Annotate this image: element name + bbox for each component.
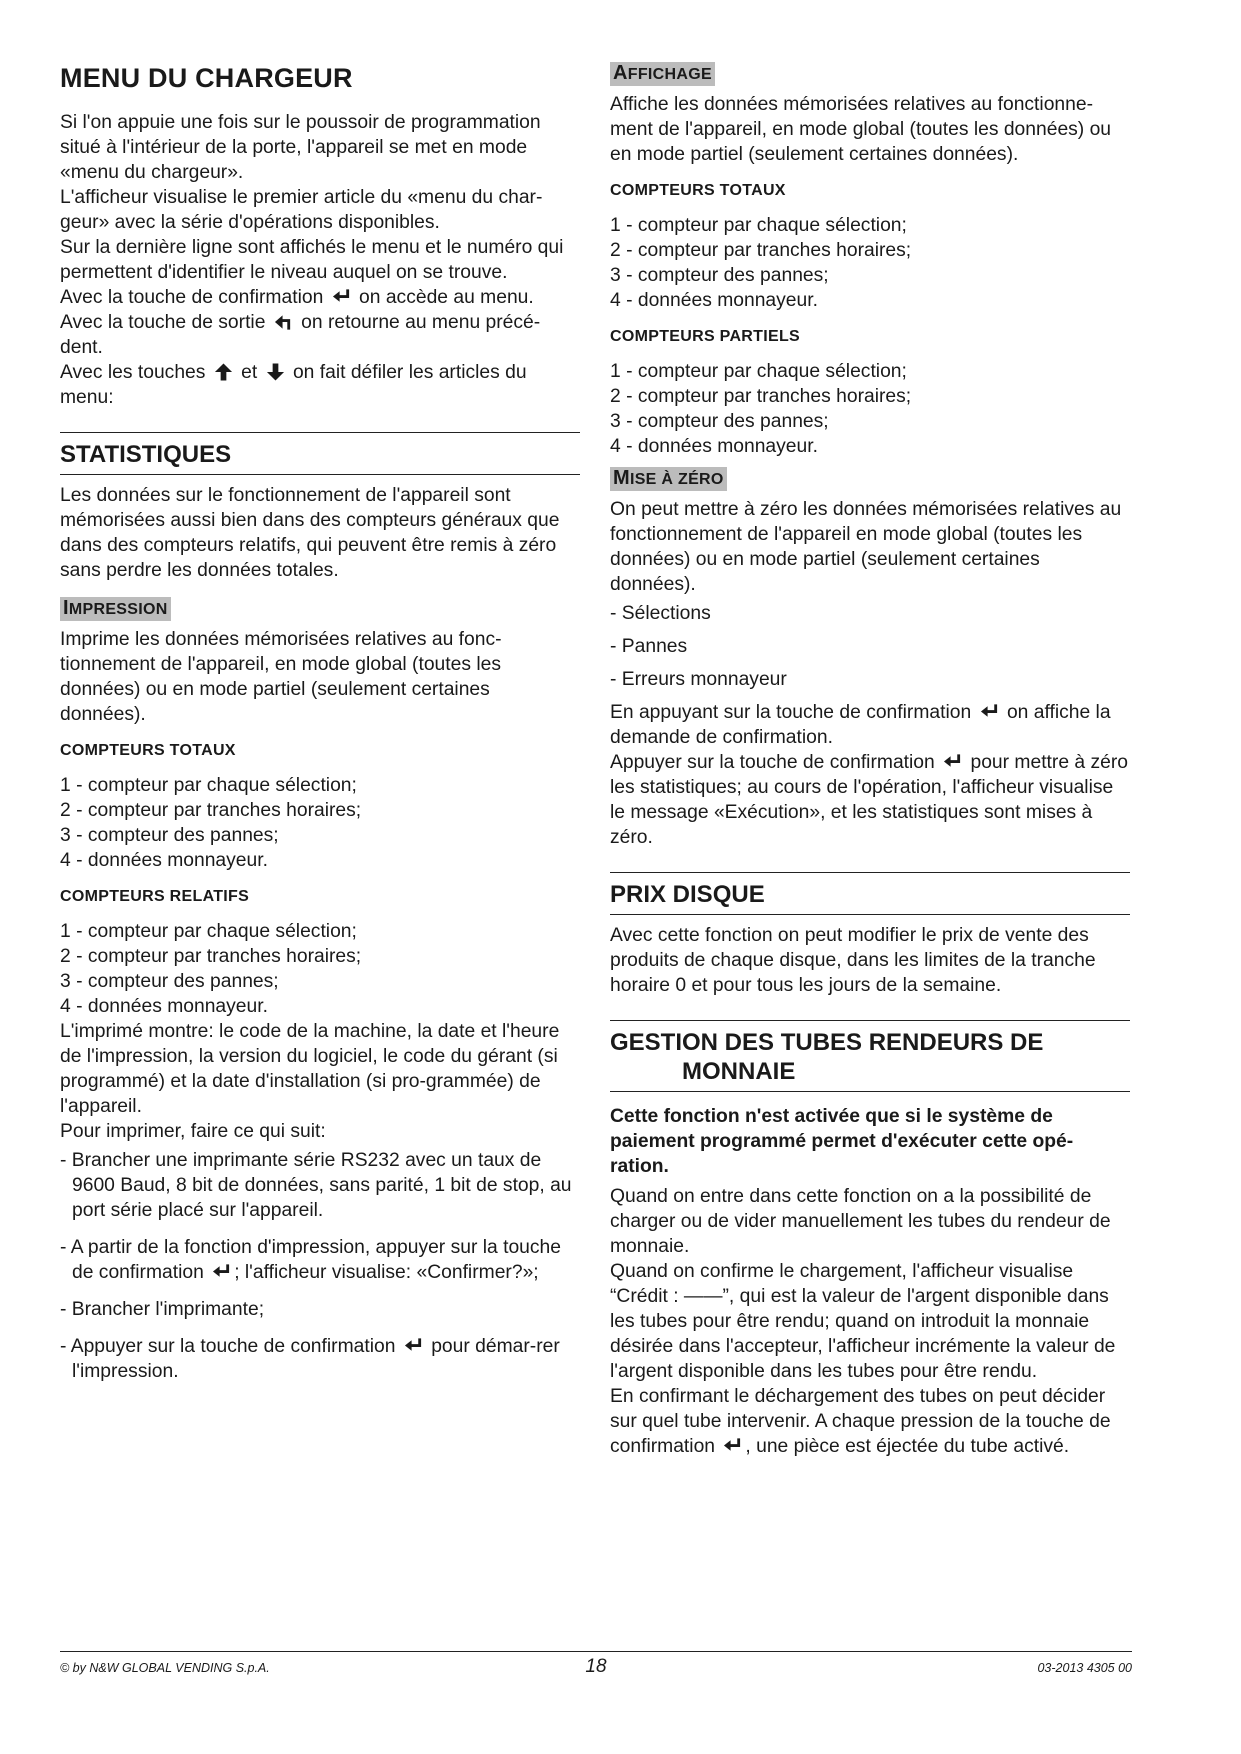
enter-key-icon: [723, 1437, 742, 1455]
pour-imprimer: Pour imprimer, faire ce qui suit:: [60, 1121, 326, 1142]
compteurs-relatifs-list: [60, 919, 580, 1019]
footer-doc-code: 03-2013 4305 00: [1037, 1661, 1132, 1675]
mise-a-zero-text: On peut mettre à zéro les données mémorisées relatives au fonctionnement de l'appareil en mode global (toutes les données) ou en mode partiel (seulement certaines données).: [610, 499, 1122, 595]
affichage-text: Affiche les données mémorisées relatives au fonctionne-ment de l'appareil, en mode global (toutes les données) ou en mode partiel (seulement certaines données).: [610, 94, 1112, 165]
list-item: 1 - compteur par chaque sélection;: [60, 775, 357, 796]
section-title-prix-disque: PRIX DISQUE: [610, 881, 765, 908]
list-item: 4 - données monnayeur.: [60, 996, 268, 1017]
footer-copyright: © by N&W GLOBAL VENDING S.p.A.: [60, 1661, 270, 1675]
enter-key-icon: [943, 753, 962, 771]
scroll-keys-line: Avec les touches et on fait défiler les articles du menu:: [60, 362, 527, 408]
print-step-1: - Brancher une imprimante série RS232 avec un taux de 9600 Baud, 8 bit de données, sans parité, 1 bit de stop, au port série placé sur l'appareil.: [60, 1150, 572, 1221]
list-item: 1 - compteur par chaque sélection;: [610, 215, 907, 236]
compteurs-totaux-list: [60, 773, 580, 873]
section-header-prix-disque: [610, 872, 1130, 915]
list-item: 4 - données monnayeur.: [610, 290, 818, 311]
enter-key-icon: [404, 1337, 423, 1355]
confirm-key-line: Avec la touche de confirmation on accède au menu.: [60, 287, 534, 308]
list-item: 1 - compteur par chaque sélection;: [610, 361, 907, 382]
compteurs-relatifs-heading: COMPTEURS RELATIFS: [60, 888, 250, 905]
arrow-down-icon: [266, 363, 285, 381]
list-item: 2 - compteur par tranches horaires;: [60, 946, 362, 967]
section-header-gestion-tubes: [610, 1020, 1130, 1092]
list-item: 2 - compteur par tranches horaires;: [60, 800, 362, 821]
list-item: 3 - compteur des pannes;: [610, 265, 829, 286]
enter-key-icon: [980, 703, 999, 721]
reset-options-list: [610, 601, 1130, 692]
intro-paragraph-1: Si l'on appuie une fois sur le poussoir de programmation situé à l'intérieur de la porte, l'appareil se met en mode «menu du chargeur».: [60, 112, 541, 183]
enter-key-icon: [212, 1263, 231, 1281]
impression-text: Imprime les données mémorisées relatives au fonc-tionnement de l'appareil, en mode global (toutes les données) ou en mode partiel (seulement certaines données).: [60, 629, 502, 725]
intro-paragraph-3: Sur la dernière ligne sont affichés le menu et le numéro qui permettent d'identifier le niveau auquel on se trouve.: [60, 237, 564, 283]
affichage-totaux-list: [610, 213, 1130, 313]
intro-paragraph-2: L'afficheur visualise le premier article du «menu du char-geur» avec la série d'opérations disponibles.: [60, 187, 543, 233]
list-item: 2 - compteur par tranches horaires;: [610, 386, 912, 407]
gestion-text-1: Quand on entre dans cette fonction on a la possibilité de charger ou de vider manuellement les tubes du rendeur de monnaie.: [610, 1186, 1111, 1257]
list-item: 3 - compteur des pannes;: [60, 825, 279, 846]
subsection-title-mise-a-zero: MISE À ZÉRO: [610, 467, 727, 491]
enter-key-icon: [332, 288, 351, 306]
section-title-statistiques: STATISTIQUES: [60, 441, 232, 468]
back-arrow-icon: [274, 313, 293, 331]
list-item: 4 - données monnayeur.: [60, 850, 268, 871]
subsection-title-impression: IMPRESSION: [60, 597, 171, 621]
subsection-title-affichage: AFFICHAGE: [610, 62, 715, 86]
exit-key-line: Avec la touche de sortie on retourne au menu précé-dent.: [60, 312, 541, 358]
list-item: 1 - compteur par chaque sélection;: [60, 921, 357, 942]
right-column: [610, 62, 1130, 1459]
arrow-up-icon: [214, 363, 233, 381]
gestion-text-2: Quand on confirme le chargement, l'afficheur visualise “Crédit : ——”, qui est la valeur de l'argent disponible dans les tubes pour être rendu; quand on introduit la monnaie désirée dans l'accepteur, l'afficheur incrémente la valeur de l'argent disponible dans les tubes pour être rendu.: [610, 1261, 1116, 1382]
list-item: 3 - compteur des pannes;: [610, 411, 829, 432]
gestion-bold-note: Cette fonction n'est activée que si le système de paiement programmé permet d'exécuter cette opé-ration.: [610, 1106, 1074, 1177]
compteurs-totaux-heading: COMPTEURS TOTAUX: [60, 742, 236, 759]
reset-option: - Pannes: [610, 636, 688, 657]
footer-page-number: 18: [585, 1656, 607, 1677]
page-title: MENU DU CHARGEUR: [60, 63, 353, 93]
page-footer: [60, 1651, 1132, 1677]
print-step-2: - A partir de la fonction d'impression, appuyer sur la touche de confirmation ; l'afficheur visualise: «Confirmer?»;: [60, 1237, 561, 1283]
affichage-totaux-heading: COMPTEURS TOTAUX: [610, 182, 786, 199]
list-item: 4 - données monnayeur.: [610, 436, 818, 457]
gestion-text-3: En confirmant le déchargement des tubes on peut décider sur quel tube intervenir. A chaque pression de la touche de confirmation , une pièce est éjectée du tube activé.: [610, 1386, 1111, 1457]
list-item: 2 - compteur par tranches horaires;: [610, 240, 912, 261]
list-item: 3 - compteur des pannes;: [60, 971, 279, 992]
reset-confirm-1: En appuyant sur la touche de confirmation on affiche la demande de confirmation.: [610, 702, 1111, 748]
print-step-4: - Appuyer sur la touche de confirmation pour démar-rer l'impression.: [60, 1336, 560, 1382]
prix-disque-text: Avec cette fonction on peut modifier le prix de vente des produits de chaque disque, dans les limites de la tranche horaire 0 et pour tous les jours de la semaine.: [610, 925, 1096, 996]
section-header-statistiques: [60, 432, 580, 475]
print-step-3: - Brancher l'imprimante;: [60, 1299, 265, 1320]
affichage-partiels-heading: COMPTEURS PARTIELS: [610, 328, 801, 345]
section-title-gestion-tubes: GESTION DES TUBES RENDEURS DE MONNAIE: [610, 1029, 1044, 1085]
left-column: [60, 62, 580, 1396]
statistiques-text: Les données sur le fonctionnement de l'appareil sont mémorisées aussi bien dans des compteurs généraux que dans des compteurs relatifs, qui peuvent être remis à zéro sans perdre les données totales.: [60, 485, 560, 581]
imprime-text: L'imprimé montre: le code de la machine, la date et l'heure de l'impression, la version du logiciel, le code du gérant (si programmé) et la date d'installation (si pro-grammée) de l'appareil.: [60, 1021, 560, 1117]
reset-confirm-2: Appuyer sur la touche de confirmation pour mettre à zéro les statistiques; au cours de l'opération, l'afficheur visualise le message «Exécution», et les statistiques sont mises à zéro.: [610, 752, 1129, 848]
reset-option: - Sélections: [610, 603, 711, 624]
reset-option: - Erreurs monnayeur: [610, 669, 787, 690]
print-steps-list: [60, 1148, 580, 1384]
affichage-partiels-list: [610, 359, 1130, 459]
